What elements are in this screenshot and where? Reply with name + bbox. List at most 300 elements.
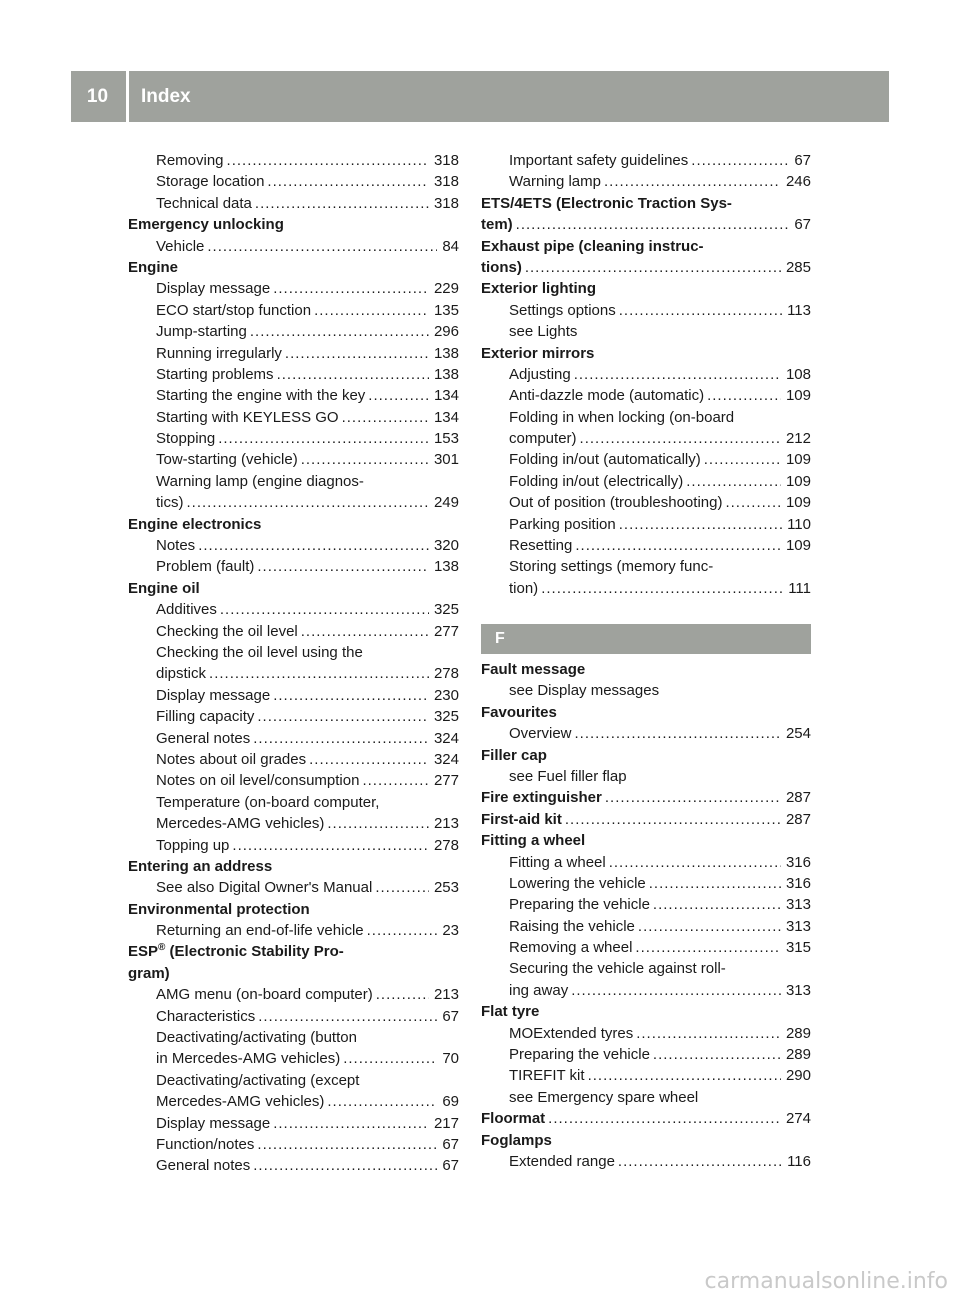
entry-text: Overview — [509, 725, 572, 743]
entry-text: tion) — [509, 579, 539, 597]
dot-leader — [707, 385, 781, 406]
entry-text: ESP® (Electronic Stability Pro- — [128, 942, 344, 961]
index-entry — [128, 920, 459, 941]
entry-text: see Display messages — [509, 682, 660, 700]
index-entry — [481, 852, 811, 873]
entry-text: Flat tyre — [481, 1003, 540, 1021]
index-entry — [481, 407, 811, 428]
index-entry — [481, 766, 811, 787]
dot-leader — [220, 599, 429, 620]
index-heading — [481, 257, 811, 278]
index-entry — [481, 428, 811, 449]
entry-text: Characteristics — [156, 1007, 256, 1025]
entry-text: First-aid kit — [481, 810, 562, 828]
section-letter: F — [495, 630, 505, 647]
page-ref: 113 — [787, 301, 811, 319]
entry-text: tions) — [481, 258, 522, 276]
dot-leader — [368, 385, 429, 406]
index-entry — [481, 894, 811, 915]
entry-text: Technical data — [156, 194, 252, 212]
index-heading — [128, 963, 459, 984]
entry-text: Warning lamp (engine diagnos- — [156, 472, 364, 490]
entry-text: Fault message — [481, 661, 586, 678]
entry-text: Warning lamp — [509, 173, 601, 191]
page-ref: 134 — [433, 408, 459, 426]
entry-text: ECO start/stop function — [156, 301, 312, 319]
index-entry — [128, 407, 459, 428]
index-entry — [481, 364, 811, 385]
index-entry — [481, 958, 811, 979]
entry-text: Emergency unlocking — [128, 216, 284, 234]
entry-text: tics) — [156, 494, 184, 512]
entry-text: Securing the vehicle against roll- — [509, 960, 726, 978]
dot-leader — [255, 193, 429, 214]
entry-text: Preparing the vehicle — [509, 1046, 650, 1064]
entry-text: dipstick — [156, 665, 207, 683]
page-ref: 109 — [785, 387, 811, 405]
index-heading — [481, 659, 811, 680]
dot-leader — [253, 728, 429, 749]
dot-leader — [619, 514, 782, 535]
index-entry — [128, 150, 459, 171]
index-entry — [128, 728, 459, 749]
page-ref: 23 — [442, 922, 459, 940]
index-entry — [128, 642, 459, 663]
entry-text: Anti-dazzle mode (automatic) — [509, 387, 705, 405]
dot-leader — [609, 852, 781, 873]
entry-text: see Lights — [509, 323, 578, 341]
index-entry — [481, 980, 811, 1001]
entry-text: Favourites — [481, 703, 557, 721]
page-ref: 315 — [785, 939, 811, 957]
index-entry — [128, 792, 459, 813]
dot-leader — [253, 1155, 437, 1176]
page-ref: 138 — [433, 558, 459, 576]
page-number: 10 — [86, 86, 109, 107]
page-ref: 289 — [785, 1046, 811, 1064]
entry-text: Deactivating/activating (except — [156, 1071, 360, 1089]
index-column-right-top — [481, 150, 811, 599]
dot-leader — [691, 150, 789, 171]
index-entry — [481, 937, 811, 958]
page-ref: 254 — [785, 725, 811, 743]
dot-leader — [257, 706, 429, 727]
page-ref: 287 — [785, 789, 811, 807]
index-entry — [481, 1151, 811, 1172]
index-entry — [128, 171, 459, 192]
index-entry — [128, 236, 459, 257]
dot-leader — [588, 1065, 781, 1086]
page-ref: 253 — [433, 879, 459, 897]
entry-text: Mercedes-AMG vehicles) — [156, 815, 325, 833]
index-entry — [128, 471, 459, 492]
index-heading — [481, 702, 811, 723]
index-entry — [128, 492, 459, 513]
page-ref: 287 — [785, 810, 811, 828]
dot-leader — [525, 257, 781, 278]
index-heading — [481, 787, 811, 808]
dot-leader — [309, 749, 429, 770]
entry-text: Folding in when locking (on-board — [509, 408, 735, 426]
entry-text: Fire extinguisher — [481, 789, 602, 807]
page-ref: 313 — [785, 896, 811, 914]
entry-text: Resetting — [509, 537, 573, 555]
index-entry — [481, 916, 811, 937]
dot-leader — [257, 1134, 437, 1155]
dot-leader — [187, 492, 429, 513]
dot-leader — [618, 1151, 782, 1172]
dot-leader — [565, 809, 781, 830]
entry-text: Notes about oil grades — [156, 750, 307, 768]
index-entry — [128, 1155, 459, 1176]
dot-leader — [541, 578, 783, 599]
dot-leader — [516, 214, 790, 235]
page-ref: 84 — [442, 237, 459, 255]
dot-leader — [725, 492, 781, 513]
entry-text: See also Digital Owner's Manual — [156, 879, 373, 897]
entry-text: ETS/4ETS (Electronic Traction Sys- — [481, 194, 732, 212]
page-ref: 109 — [785, 451, 811, 469]
dot-leader — [209, 663, 429, 684]
entry-text: Storing settings (memory func- — [509, 558, 714, 576]
dot-leader — [285, 343, 429, 364]
index-entry — [128, 364, 459, 385]
page-ref: 325 — [433, 708, 459, 726]
entry-text: see Emergency spare wheel — [509, 1088, 699, 1106]
index-entry — [128, 385, 459, 406]
page-header — [71, 71, 889, 122]
page-ref: 277 — [433, 622, 459, 640]
index-heading — [128, 899, 459, 920]
entry-text: TIREFIT kit — [509, 1067, 585, 1085]
index-entry — [481, 1065, 811, 1086]
entry-text: AMG menu (on-board computer) — [156, 986, 373, 1004]
page-ref: 153 — [433, 430, 459, 448]
index-entry — [481, 873, 811, 894]
page-ref: 212 — [785, 430, 811, 448]
entry-text: Environmental protection — [128, 900, 310, 918]
dot-leader — [207, 236, 437, 257]
entry-text: see Fuel filler flap — [509, 767, 627, 785]
dot-leader — [649, 873, 781, 894]
index-entry — [481, 300, 811, 321]
dot-leader — [362, 770, 429, 791]
index-entry — [128, 663, 459, 684]
dot-leader — [314, 300, 429, 321]
index-entry — [128, 770, 459, 791]
dot-leader — [273, 1113, 429, 1134]
entry-text: General notes — [156, 729, 251, 747]
entry-text: gram) — [128, 964, 170, 982]
entry-text: Lowering the vehicle — [509, 874, 646, 892]
page-ref: 138 — [433, 344, 459, 362]
index-heading — [481, 830, 811, 851]
page-ref: 213 — [433, 815, 459, 833]
section-header-f — [481, 624, 811, 654]
entry-text: Vehicle — [156, 237, 205, 255]
entry-text: Display message — [156, 686, 271, 704]
page-ref: 324 — [433, 729, 459, 747]
entry-text: Starting problems — [156, 365, 274, 383]
index-entry — [128, 706, 459, 727]
page-ref: 318 — [433, 194, 459, 212]
dot-leader — [548, 1108, 781, 1129]
entry-text: ing away — [509, 981, 569, 999]
page-ref: 213 — [433, 986, 459, 1004]
entry-text: Out of position (troubleshooting) — [509, 494, 723, 512]
index-heading — [128, 514, 459, 535]
entry-text: Notes on oil level/consumption — [156, 772, 360, 790]
index-entry — [481, 680, 811, 701]
entry-text: MOExtended tyres — [509, 1024, 634, 1042]
page-ref: 70 — [442, 1050, 459, 1068]
page-ref: 217 — [433, 1114, 459, 1132]
entry-text: Temperature (on-board computer, — [156, 793, 380, 811]
index-entry — [128, 599, 459, 620]
dot-leader — [580, 428, 781, 449]
index-entry — [128, 1091, 459, 1112]
entry-text: Deactivating/activating (button — [156, 1029, 357, 1047]
index-entry — [128, 1048, 459, 1069]
index-heading — [481, 193, 811, 214]
dot-leader — [574, 364, 781, 385]
page-ref: 289 — [785, 1024, 811, 1042]
entry-text: Mercedes-AMG vehicles) — [156, 1093, 325, 1111]
index-entry — [128, 984, 459, 1005]
entry-text: Fitting a wheel — [481, 832, 586, 850]
dot-leader — [301, 621, 429, 642]
header-divider — [126, 71, 129, 122]
page-ref: 285 — [785, 258, 811, 276]
entry-text: Removing — [156, 152, 224, 169]
index-entry — [128, 749, 459, 770]
entry-text: Engine — [128, 258, 179, 276]
index-heading — [128, 941, 459, 962]
entry-text: Exterior lighting — [481, 280, 597, 298]
page-ref: 109 — [785, 537, 811, 555]
index-entry — [128, 1070, 459, 1091]
entry-text: Function/notes — [156, 1135, 255, 1153]
index-entry — [128, 1006, 459, 1027]
page-ref: 246 — [785, 173, 811, 191]
entry-text: Running irregularly — [156, 344, 282, 362]
page-ref: 111 — [788, 579, 811, 597]
index-entry — [128, 1027, 459, 1048]
index-entry — [128, 428, 459, 449]
dot-leader — [267, 171, 429, 192]
entry-text: Foglamps — [481, 1131, 552, 1149]
index-heading — [481, 1130, 811, 1151]
index-entry — [128, 449, 459, 470]
page-ref: 138 — [433, 365, 459, 383]
dot-leader — [277, 364, 429, 385]
index-entry — [481, 492, 811, 513]
page-ref: 108 — [785, 365, 811, 383]
entry-text: Folding in/out (electrically) — [509, 472, 684, 490]
entry-text: Display message — [156, 280, 271, 298]
entry-text: Preparing the vehicle — [509, 896, 650, 914]
page-ref: 313 — [785, 981, 811, 999]
index-entry — [128, 1113, 459, 1134]
dot-leader — [635, 937, 781, 958]
entry-text: Settings options — [509, 301, 616, 319]
dot-leader — [653, 894, 781, 915]
index-heading — [481, 1001, 811, 1022]
dot-leader — [327, 813, 429, 834]
entry-text: Fitting a wheel — [509, 853, 606, 871]
index-heading — [481, 214, 811, 235]
page-ref: 67 — [794, 216, 811, 234]
page-ref: 301 — [433, 451, 459, 469]
index-entry — [128, 877, 459, 898]
index-entry — [481, 1023, 811, 1044]
dot-leader — [575, 535, 781, 556]
entry-text: Storage location — [156, 173, 265, 191]
entry-text: Jump-starting — [156, 323, 247, 341]
page-ref: 274 — [785, 1110, 811, 1128]
dot-leader — [704, 449, 781, 470]
page-ref: 135 — [433, 301, 459, 319]
index-entry — [481, 471, 811, 492]
page-ref: 278 — [433, 665, 459, 683]
index-entry — [481, 385, 811, 406]
page-ref: 249 — [433, 494, 459, 512]
entry-text: Display message — [156, 1114, 271, 1132]
index-entry — [481, 535, 811, 556]
entry-text: Stopping — [156, 430, 216, 448]
page-ref: 296 — [433, 323, 459, 341]
page-ref: 316 — [785, 874, 811, 892]
page-ref: 67 — [442, 1135, 459, 1153]
page-ref: 324 — [433, 750, 459, 768]
dot-leader — [376, 984, 429, 1005]
dot-leader — [342, 407, 429, 428]
page-ref: 109 — [785, 494, 811, 512]
index-heading — [481, 343, 811, 364]
index-entry — [128, 685, 459, 706]
entry-text: Checking the oil level using the — [156, 643, 363, 661]
index-entry — [481, 171, 811, 192]
dot-leader — [273, 278, 429, 299]
index-entry — [481, 578, 811, 599]
page-ref: 277 — [433, 772, 459, 790]
dot-leader — [301, 449, 429, 470]
index-column-left — [128, 150, 459, 1177]
page-ref: 325 — [433, 601, 459, 619]
entry-text: Tow-starting (vehicle) — [156, 451, 298, 469]
index-entry — [128, 343, 459, 364]
index-entry — [481, 1087, 811, 1108]
index-heading — [128, 578, 459, 599]
dot-leader — [638, 916, 781, 937]
entry-text: Filling capacity — [156, 708, 255, 726]
page-ref: 318 — [433, 173, 459, 191]
entry-text: Floormat — [481, 1110, 546, 1128]
page-ref: 230 — [433, 686, 459, 704]
index-column-right-bottom — [481, 659, 811, 1172]
page-ref: 278 — [433, 836, 459, 854]
dot-leader — [375, 877, 429, 898]
entry-text: Starting the engine with the key — [156, 387, 366, 405]
page-ref: 69 — [442, 1093, 459, 1111]
index-entry — [128, 813, 459, 834]
index-entry — [128, 193, 459, 214]
dot-leader — [257, 556, 429, 577]
entry-text: Engine electronics — [128, 515, 262, 533]
page-ref: 116 — [787, 1152, 811, 1170]
dot-leader — [605, 787, 781, 808]
dot-leader — [327, 1091, 437, 1112]
dot-leader — [218, 428, 429, 449]
entry-text: Exterior mirrors — [481, 344, 595, 362]
watermark: carmanualsonline.info — [704, 1269, 948, 1294]
index-entry — [481, 321, 811, 342]
index-entry — [128, 321, 459, 342]
page-ref: 67 — [442, 1007, 459, 1025]
entry-text: tem) — [481, 216, 513, 234]
index-entry — [481, 150, 811, 171]
dot-leader — [575, 723, 781, 744]
entry-text: Exhaust pipe (cleaning instruc- — [481, 237, 704, 255]
page-ref: 316 — [785, 853, 811, 871]
page-ref: 320 — [433, 537, 459, 555]
entry-text: Removing a wheel — [509, 939, 633, 957]
dot-leader — [653, 1044, 781, 1065]
dot-leader — [258, 1006, 437, 1027]
entry-text: Entering an address — [128, 857, 273, 875]
dot-leader — [250, 321, 429, 342]
index-entry — [481, 723, 811, 744]
index-entry — [128, 835, 459, 856]
entry-text: Additives — [156, 601, 217, 619]
page-ref: 110 — [787, 515, 811, 533]
index-entry — [128, 278, 459, 299]
dot-leader — [619, 300, 782, 321]
entry-text: in Mercedes-AMG vehicles) — [156, 1050, 341, 1068]
index-entry — [128, 621, 459, 642]
index-entry — [128, 1134, 459, 1155]
page-ref: 67 — [442, 1157, 459, 1175]
dot-leader — [198, 535, 429, 556]
index-heading — [128, 856, 459, 877]
dot-leader — [604, 171, 781, 192]
index-entry — [481, 556, 811, 577]
dot-leader — [636, 1023, 781, 1044]
entry-text: Parking position — [509, 515, 616, 533]
page-ref: 290 — [785, 1067, 811, 1085]
index-heading — [481, 809, 811, 830]
entry-text: Extended range — [509, 1152, 615, 1170]
page-ref: 109 — [785, 472, 811, 490]
index-heading — [481, 236, 811, 257]
index-entry — [481, 449, 811, 470]
index-entry — [481, 514, 811, 535]
page-ref: 67 — [794, 152, 811, 169]
entry-text: Problem (fault) — [156, 558, 255, 576]
entry-text: Raising the vehicle — [509, 917, 635, 935]
index-heading — [481, 278, 811, 299]
entry-text: Checking the oil level — [156, 622, 298, 640]
index-entry — [481, 1044, 811, 1065]
entry-text: Notes — [156, 537, 196, 555]
entry-text: computer) — [509, 430, 577, 448]
entry-text: Topping up — [156, 836, 230, 854]
dot-leader — [343, 1048, 437, 1069]
index-heading — [128, 214, 459, 235]
entry-text: General notes — [156, 1157, 251, 1175]
index-heading — [481, 745, 811, 766]
index-heading — [128, 257, 459, 278]
